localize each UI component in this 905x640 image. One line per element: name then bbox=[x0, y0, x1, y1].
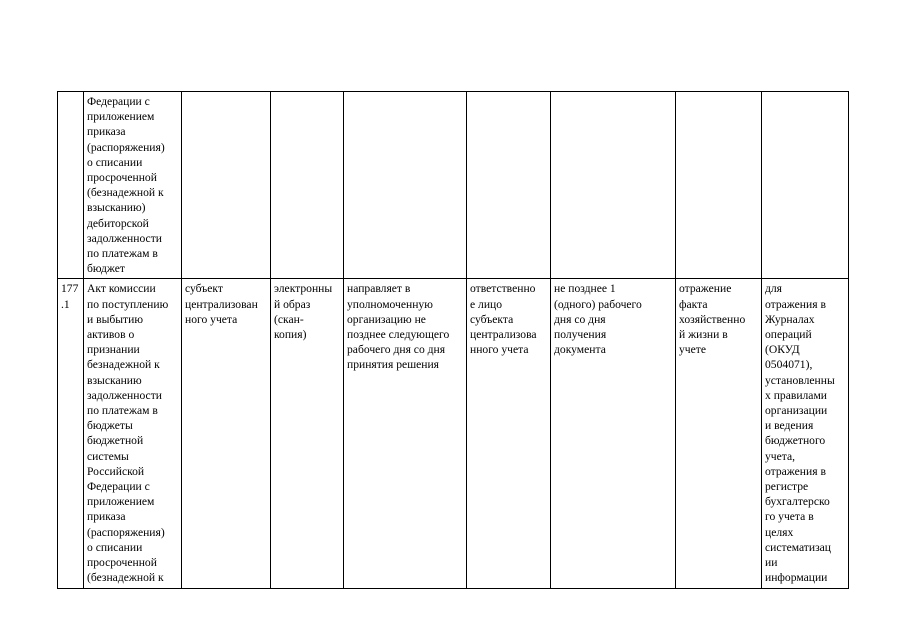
cell-responsible: ответственно е лицо субъекта централизова нного учета bbox=[467, 279, 551, 588]
cell-form: электронны й образ (скан- копия) bbox=[271, 279, 344, 588]
cell-number: 177 .1 bbox=[58, 279, 84, 588]
cell-creator: субъект централизован ного учета bbox=[182, 279, 271, 588]
cell-form bbox=[271, 92, 344, 279]
table-row bbox=[58, 279, 849, 588]
cell-action bbox=[344, 92, 467, 279]
cell-deadline bbox=[551, 92, 676, 279]
cell-document: Акт комиссии по поступлению и выбытию активов о признании безнадежной к взысканию задолженности по платежам в бюджеты бюджетной системы Российской Федерации с приложением приказа (распоряжения) о списании просроченной (безнадежной к bbox=[84, 279, 182, 588]
document-table bbox=[57, 91, 849, 589]
cell-responsible bbox=[467, 92, 551, 279]
cell-number bbox=[58, 92, 84, 279]
cell-creator bbox=[182, 92, 271, 279]
cell-usage bbox=[762, 92, 849, 279]
cell-purpose: отражение факта хозяйственно й жизни в учете bbox=[676, 279, 762, 588]
cell-action: направляет в уполномоченную организацию не позднее следующего рабочего дня со дня принятия решения bbox=[344, 279, 467, 588]
cell-document: Федерации с приложением приказа (распоряжения) о списании просроченной (безнадежной к взысканию) дебиторской задолженности по платежам в бюджет bbox=[84, 92, 182, 279]
cell-purpose bbox=[676, 92, 762, 279]
cell-usage: для отражения в Журналах операций (ОКУД 0504071), установленны х правилами организации и ведения бюджетного учета, отражения в регистре бухгалтерско го учета в целях систематизац ии информации bbox=[762, 279, 849, 588]
table-row bbox=[58, 92, 849, 279]
cell-deadline: не позднее 1 (одного) рабочего дня со дня получения документа bbox=[551, 279, 676, 588]
